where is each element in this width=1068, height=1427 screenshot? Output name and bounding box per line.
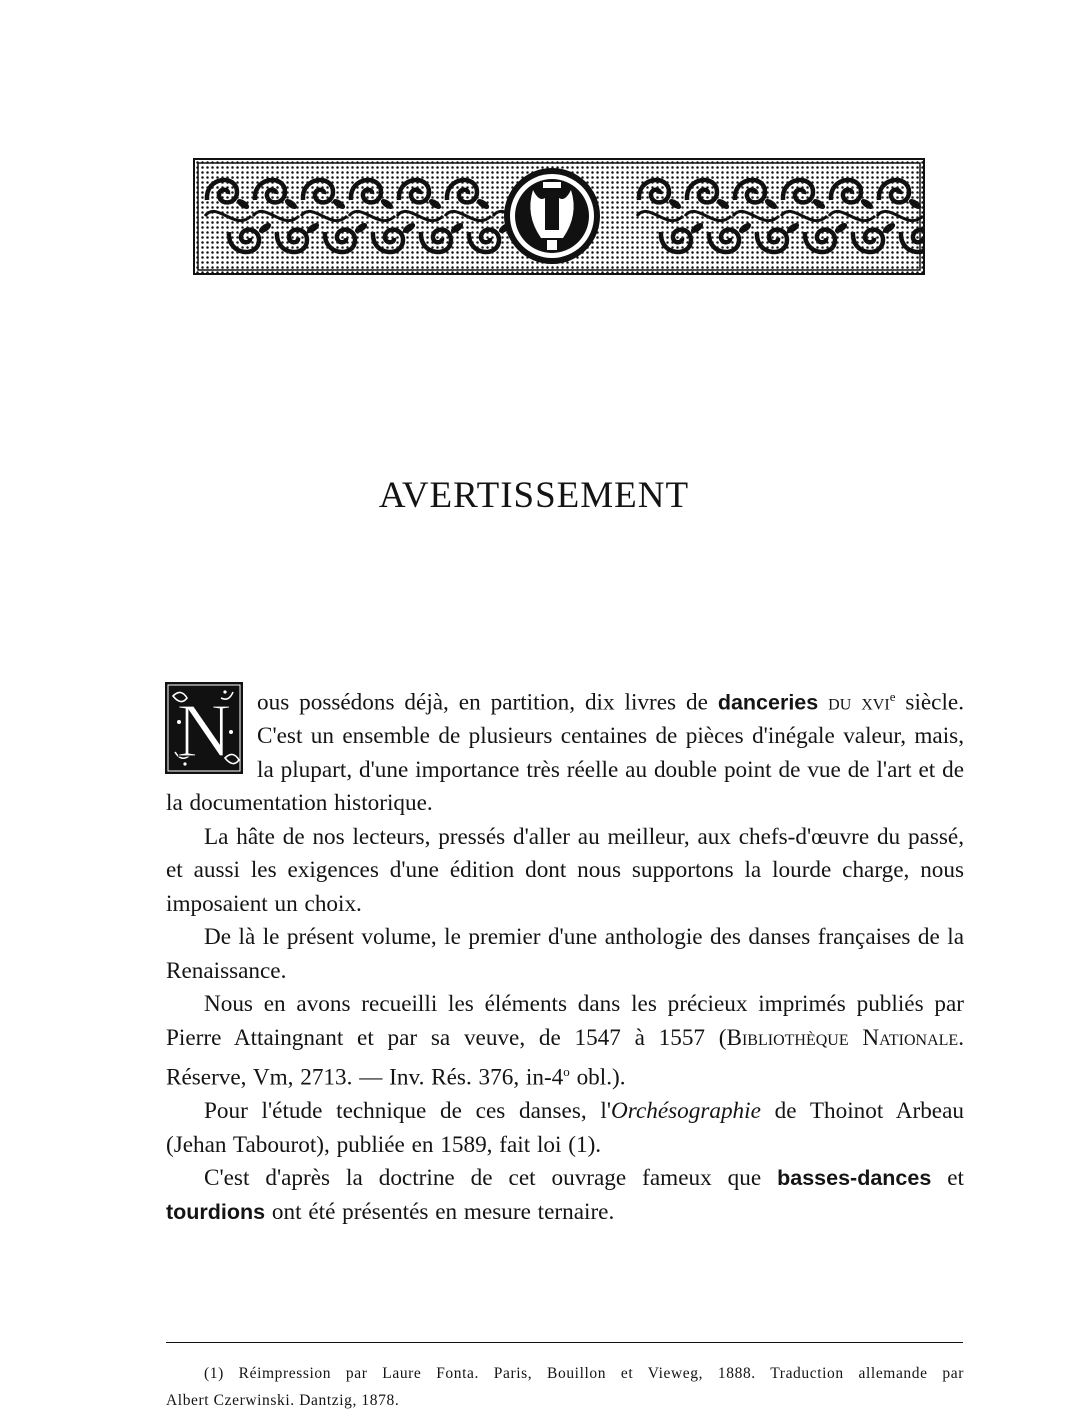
drop-cap-n — [165, 682, 243, 774]
ornamental-headpiece — [193, 158, 925, 275]
ornament-image — [195, 160, 923, 273]
body-text — [166, 680, 964, 1229]
footnote-line-2: Albert Czerwinski. Dantzig, 1878. — [166, 1392, 400, 1409]
svg-text:N: N — [176, 689, 232, 773]
paragraph-4: Nous en avons recueilli les éléments dans les précieux imprimés publiés par Pierre Attaingnant et par sa veuve, de 1547 à 1557 (Bibliothèque Nationale. Réserve, Vm, 2713. — Inv. Rés. 376, in-4$^o$ obl.). — [166, 991, 964, 1091]
paragraph-2: La hâte de nos lecteurs, pressés d'aller au meilleur, aux chefs-d'œuvre du passé, et aussi les exigences d'une édition dont nous supportons la lourde charge, nous imposaient un choix. — [166, 823, 964, 917]
footnote — [166, 1360, 964, 1414]
footnote-line-1: (1) Réimpression par Laure Fonta. Paris, Bouillon et Vieweg, 1888. Traduction allemande par — [204, 1365, 964, 1382]
footnote-rule — [166, 1342, 963, 1343]
paragraph-6: C'est d'après la doctrine de cet ouvrage fameux que basses-dances et tourdions ont été présentés en mesure ternaire. — [166, 1165, 964, 1225]
lyre-medallion — [504, 168, 600, 264]
page-title: AVERTISSEMENT — [378, 475, 690, 516]
paragraph-3: De là le présent volume, le premier d'une anthologie des danses françaises de la Renaissance. — [166, 924, 964, 984]
paragraph-5: Pour l'étude technique de ces danses, l'Orchésographie de Thoinot Arbeau (Jehan Tabourot), publiée en 1589, fait loi (1). — [166, 1098, 964, 1158]
paragraph-1: N ous possédons déjà, en partition, dix livres de danceries du xvi$^e$ siècle. C'est un ensemble de plusieurs centaines de pièces d'inégale valeur, mais, la plupart, d'une importance très réelle au double point de vue de l'art et de la documentation historique. — [166, 680, 964, 821]
